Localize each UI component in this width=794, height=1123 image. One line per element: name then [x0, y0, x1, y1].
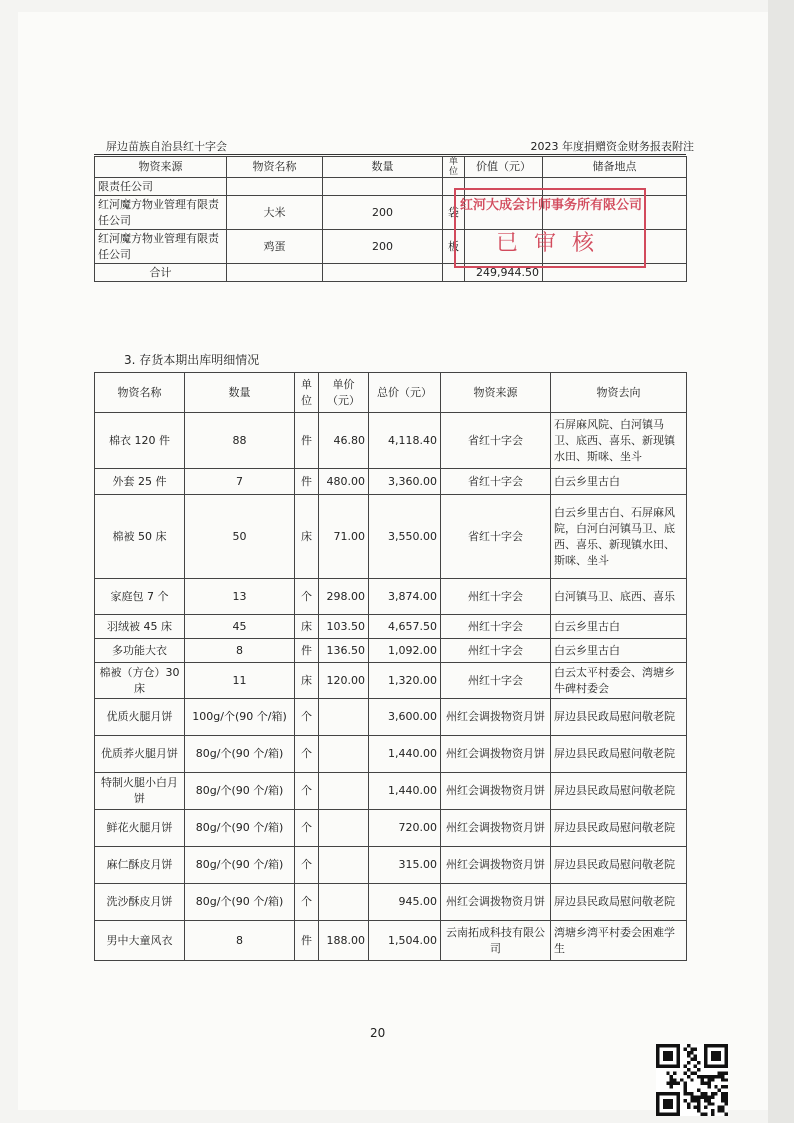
- col-destination: 物资去向: [551, 373, 687, 413]
- table-cell: 个: [295, 847, 319, 884]
- table-cell: 屏边县民政局慰问敬老院: [551, 736, 687, 773]
- table-row: [95, 699, 687, 736]
- table-row: [95, 639, 687, 663]
- table-cell: 1,440.00: [369, 736, 441, 773]
- table-cell: 个: [295, 884, 319, 921]
- table-cell: 省红十字会: [441, 495, 551, 579]
- table-cell: 200: [323, 196, 443, 230]
- table-cell: 多功能大衣: [95, 639, 185, 663]
- table-cell: 州红十字会: [441, 579, 551, 615]
- table-cell: 州红会调拨物资月饼: [441, 699, 551, 736]
- table-cell: 屏边县民政局慰问敬老院: [551, 847, 687, 884]
- header-rule: [94, 154, 686, 155]
- table-row: [95, 495, 687, 579]
- table-cell: 鲜花火腿月饼: [95, 810, 185, 847]
- table-cell: 1,504.00: [369, 921, 441, 961]
- table-cell: 板: [443, 230, 465, 264]
- table-cell: 1,092.00: [369, 639, 441, 663]
- table-cell: 3,360.00: [369, 469, 441, 495]
- table-cell: 件: [295, 469, 319, 495]
- col-source: 物资来源: [441, 373, 551, 413]
- table-cell: 个: [295, 579, 319, 615]
- table-cell: [227, 264, 323, 282]
- table-cell: 州红十字会: [441, 639, 551, 663]
- table-cell: 200: [323, 230, 443, 264]
- table-cell: 白云乡里古白、石屏麻风院，白河白河镇马卫、底西、喜乐、新现镇水田、斯咪、坐斗: [551, 495, 687, 579]
- table-cell: 件: [295, 921, 319, 961]
- table-cell: 州红会调拨物资月饼: [441, 884, 551, 921]
- qr-code-icon: [656, 1044, 728, 1116]
- table-cell: 洗沙酥皮月饼: [95, 884, 185, 921]
- table-cell: [319, 810, 369, 847]
- table-cell: 11: [185, 663, 295, 699]
- table-cell: 石屏麻风院、白河镇马卫、底西、喜乐、新现镇水田、斯咪、坐斗: [551, 413, 687, 469]
- table-cell: 鸡蛋: [227, 230, 323, 264]
- header-org: 屏边苗族自治县红十字会: [106, 140, 227, 153]
- table-row: [95, 921, 687, 961]
- outbound-inventory-table: [94, 372, 687, 961]
- table-cell: 188.00: [319, 921, 369, 961]
- table-cell: 云南拓成科技有限公司: [441, 921, 551, 961]
- table-row: [95, 663, 687, 699]
- table-row: [95, 847, 687, 884]
- table-cell: 120.00: [319, 663, 369, 699]
- table-cell: 白云乡里古白: [551, 615, 687, 639]
- table-cell: 床: [295, 615, 319, 639]
- table-cell: 州红会调拨物资月饼: [441, 773, 551, 810]
- table-cell: 屏边县民政局慰问敬老院: [551, 699, 687, 736]
- table-cell: 红河魔方物业管理有限责任公司: [95, 230, 227, 264]
- table-cell: 州红会调拨物资月饼: [441, 736, 551, 773]
- table-cell: 限责任公司: [95, 178, 227, 196]
- col-qty: 数量: [185, 373, 295, 413]
- table-cell: 3,600.00: [369, 699, 441, 736]
- table-cell: 315.00: [369, 847, 441, 884]
- col-unit: 单位: [443, 157, 465, 178]
- table-cell: 8: [185, 921, 295, 961]
- table-cell: 省红十字会: [441, 413, 551, 469]
- table-cell: 优质荞火腿月饼: [95, 736, 185, 773]
- table-cell: 白云乡里古白: [551, 469, 687, 495]
- table-cell: [319, 773, 369, 810]
- table-cell: 136.50: [319, 639, 369, 663]
- table-row: [95, 615, 687, 639]
- table-cell: 4,118.40: [369, 413, 441, 469]
- table-cell: 优质火腿月饼: [95, 699, 185, 736]
- total-label: 合计: [95, 264, 227, 282]
- table-cell: 13: [185, 579, 295, 615]
- table-row: [95, 469, 687, 495]
- table-row: [95, 884, 687, 921]
- table-cell: 个: [295, 810, 319, 847]
- table-cell: 1,440.00: [369, 773, 441, 810]
- header-report-title: 2023 年度捐赠资金财务报表附注: [530, 140, 694, 153]
- table-cell: 屏边县民政局慰问敬老院: [551, 773, 687, 810]
- col-unit-price: 单价（元）: [319, 373, 369, 413]
- table-cell: 100g/个(90 个/箱): [185, 699, 295, 736]
- table-cell: 480.00: [319, 469, 369, 495]
- table-cell: 白云太平村委会、湾塘乡牛碑村委会: [551, 663, 687, 699]
- table-cell: 个: [295, 699, 319, 736]
- table-cell: [323, 178, 443, 196]
- table-cell: 州红十字会: [441, 615, 551, 639]
- table-cell: 床: [295, 663, 319, 699]
- table-cell: 大米: [227, 196, 323, 230]
- table-cell: [319, 884, 369, 921]
- table-row: [95, 413, 687, 469]
- table-cell: [323, 264, 443, 282]
- col-total: 总价（元）: [369, 373, 441, 413]
- table-cell: 棉衣 120 件: [95, 413, 185, 469]
- table-cell: 件: [295, 639, 319, 663]
- table-cell: 3,550.00: [369, 495, 441, 579]
- table-cell: 州红会调拨物资月饼: [441, 847, 551, 884]
- table-cell: 红河魔方物业管理有限责任公司: [95, 196, 227, 230]
- table-cell: 特制火腿小白月饼: [95, 773, 185, 810]
- table-cell: 外套 25 件: [95, 469, 185, 495]
- table-cell: 80g/个(90 个/箱): [185, 810, 295, 847]
- table-cell: 袋: [443, 196, 465, 230]
- table-cell: 80g/个(90 个/箱): [185, 847, 295, 884]
- table-header-row: [95, 373, 687, 413]
- table-cell: 省红十字会: [441, 469, 551, 495]
- table-cell: 州红十字会: [441, 663, 551, 699]
- table-cell: [319, 736, 369, 773]
- table-cell: 71.00: [319, 495, 369, 579]
- table-cell: 80g/个(90 个/箱): [185, 773, 295, 810]
- table-cell: 45: [185, 615, 295, 639]
- table-cell: 1,320.00: [369, 663, 441, 699]
- table-cell: 720.00: [369, 810, 441, 847]
- table-cell: 50: [185, 495, 295, 579]
- col-name: 物资名称: [227, 157, 323, 178]
- table-cell: 棉被 50 床: [95, 495, 185, 579]
- table-row: [95, 736, 687, 773]
- audit-stamp: [454, 188, 646, 268]
- table-cell: [319, 699, 369, 736]
- total-value: 249,944.50: [465, 264, 543, 282]
- table-cell: 湾塘乡湾平村委会困难学生: [551, 921, 687, 961]
- page-edge: [768, 0, 794, 1123]
- table-cell: 46.80: [319, 413, 369, 469]
- table-cell: 8: [185, 639, 295, 663]
- section-title: 3. 存货本期出库明细情况: [124, 353, 260, 367]
- col-location: 储备地点: [543, 157, 687, 178]
- table-cell: 屏边县民政局慰问敬老院: [551, 810, 687, 847]
- table-header-row: [95, 157, 687, 178]
- table-cell: 80g/个(90 个/箱): [185, 736, 295, 773]
- table-cell: 88: [185, 413, 295, 469]
- table-cell: 棉被（方仓）30 床: [95, 663, 185, 699]
- stamp-firm-name: 红河大成会计师事务所有限公司: [460, 198, 643, 213]
- table-row: [95, 810, 687, 847]
- table-cell: 80g/个(90 个/箱): [185, 884, 295, 921]
- col-name: 物资名称: [95, 373, 185, 413]
- table-cell: 床: [295, 495, 319, 579]
- table-cell: 298.00: [319, 579, 369, 615]
- table-cell: 个: [295, 773, 319, 810]
- table-cell: 件: [295, 413, 319, 469]
- table-cell: [227, 178, 323, 196]
- table-cell: 7: [185, 469, 295, 495]
- col-qty: 数量: [323, 157, 443, 178]
- col-unit: 单位: [295, 373, 319, 413]
- table-cell: 屏边县民政局慰问敬老院: [551, 884, 687, 921]
- table-cell: 4,657.50: [369, 615, 441, 639]
- table-cell: 白河镇马卫、底西、喜乐: [551, 579, 687, 615]
- page-number: 20: [370, 1026, 386, 1040]
- table-cell: 羽绒被 45 床: [95, 615, 185, 639]
- table-cell: 州红会调拨物资月饼: [441, 810, 551, 847]
- table-cell: 个: [295, 736, 319, 773]
- col-value: 价值（元）: [465, 157, 543, 178]
- table-cell: 白云乡里古白: [551, 639, 687, 663]
- stamp-approved-text: 已审核: [496, 231, 611, 256]
- table-row: [95, 773, 687, 810]
- table-cell: 103.50: [319, 615, 369, 639]
- table-cell: 945.00: [369, 884, 441, 921]
- table-cell: 3,874.00: [369, 579, 441, 615]
- table-cell: 男中大童风衣: [95, 921, 185, 961]
- col-source: 物资来源: [95, 157, 227, 178]
- table-cell: 麻仁酥皮月饼: [95, 847, 185, 884]
- table-row: [95, 579, 687, 615]
- table-cell: 家庭包 7 个: [95, 579, 185, 615]
- table-cell: [319, 847, 369, 884]
